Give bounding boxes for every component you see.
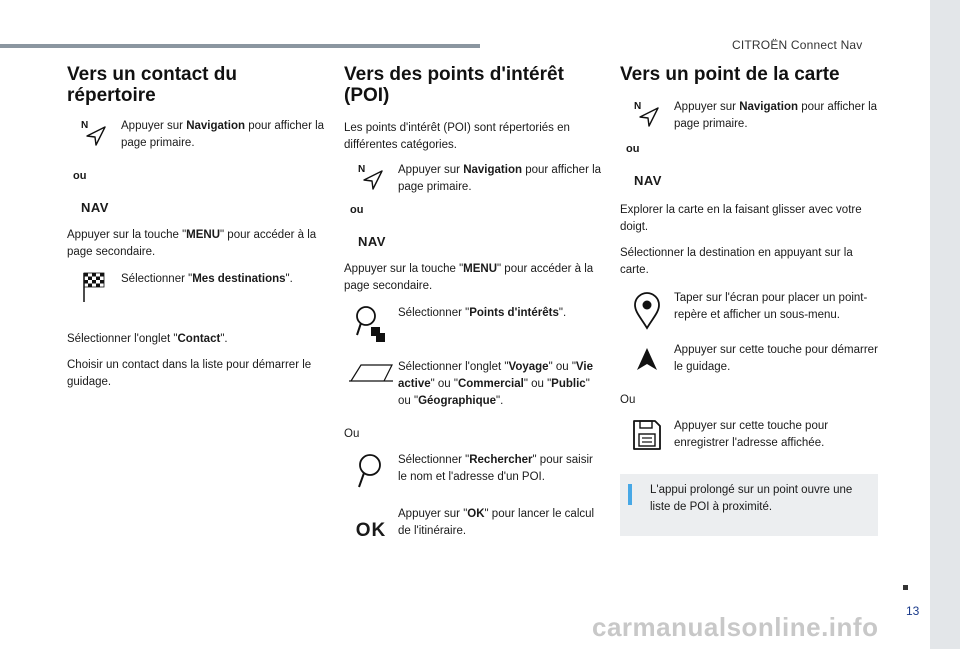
step-navigation xyxy=(620,99,878,133)
text: Appuyer sur la touche " xyxy=(344,263,464,275)
info-icon xyxy=(628,484,632,505)
navigation-icon xyxy=(620,99,674,129)
text: " pour saisir le nom et l'adresse d'un POI. xyxy=(398,454,593,483)
step-text: pour afficher la page primaire. xyxy=(121,120,325,149)
section-title: Vers un point de la carte xyxy=(620,64,840,85)
text-bold: Géographique xyxy=(418,395,497,407)
step-text: Appuyer sur cette touche pour démarrer le guidage. xyxy=(674,344,878,373)
info-note xyxy=(620,474,878,536)
save-address-icon xyxy=(620,418,674,452)
paragraph xyxy=(67,227,325,261)
text: " pour accéder à la page secondaire. xyxy=(344,263,594,292)
nav-button-icon: NAV xyxy=(358,234,386,249)
text: Appuyer sur la touche " xyxy=(67,229,187,241)
section-title: Vers un contact du répertoire xyxy=(67,64,237,106)
text: ". xyxy=(285,273,293,285)
text-bold: OK xyxy=(467,508,485,520)
step-ok xyxy=(344,506,602,542)
step-text: Taper sur l'écran pour placer un point-repère et afficher un sous-menu. xyxy=(674,292,868,321)
text: " ou " xyxy=(523,378,552,390)
text: " ou " xyxy=(430,378,458,390)
step-navigation xyxy=(67,118,325,152)
map-pin-icon xyxy=(620,290,674,330)
text: " pour lancer le calcul de l'itinéraire. xyxy=(398,508,595,537)
ok-icon-label: OK xyxy=(355,520,387,541)
search-icon xyxy=(344,452,398,492)
step-go xyxy=(620,342,878,376)
text: " ou " xyxy=(548,361,576,373)
note-text: L'appui prolongé sur un point ouvre une liste de POI à proximité. xyxy=(650,484,853,513)
text: " ou " xyxy=(398,378,590,407)
or-label: Ou xyxy=(344,428,360,440)
or-label: Ou xyxy=(620,394,636,406)
text-bold: Points d'intérêts xyxy=(469,307,559,319)
text: ". xyxy=(496,395,504,407)
text-bold: MENU xyxy=(186,229,221,241)
step-poi xyxy=(344,305,602,345)
step-text: Appuyer sur xyxy=(121,120,187,132)
text: " pour accéder à la page secondaire. xyxy=(67,229,317,258)
tab-icon xyxy=(344,359,398,383)
text-bold: MENU xyxy=(463,263,498,275)
text-bold: Navigation xyxy=(463,164,522,176)
step-pin xyxy=(620,290,878,330)
step-text-bold: Navigation xyxy=(186,120,245,132)
header-rule xyxy=(0,44,480,48)
side-band xyxy=(930,0,960,649)
text: pour afficher la page primaire. xyxy=(674,101,878,130)
or-label: ou xyxy=(350,204,364,216)
guidance-arrow-icon xyxy=(620,342,674,376)
text: ". xyxy=(220,333,228,345)
section-contact xyxy=(67,64,325,391)
paragraph xyxy=(344,261,602,295)
svg-text:N: N xyxy=(81,120,89,131)
text-bold: Commercial xyxy=(457,378,524,390)
text: Appuyer sur xyxy=(674,101,740,113)
nav-button-icon: NAV xyxy=(81,200,109,215)
step-save xyxy=(620,418,878,452)
text: ". xyxy=(558,307,567,319)
text-bold: Navigation xyxy=(739,101,798,113)
watermark: carmanualsonline.info xyxy=(592,612,879,642)
text-bold: Rechercher xyxy=(469,454,533,466)
text: Sélectionner " xyxy=(398,454,470,466)
paragraph: Choisir un contact dans la liste pour démarrer le guidage. xyxy=(67,359,312,388)
page-number: 13 xyxy=(906,604,920,618)
text-bold: Vie active xyxy=(398,361,593,390)
text: Appuyer sur " xyxy=(398,508,468,520)
text: Sélectionner l'onglet " xyxy=(67,333,178,345)
ok-icon xyxy=(344,506,398,542)
paragraph: Sélectionner la destination en appuyant sur la carte. xyxy=(620,247,853,276)
navigation-icon xyxy=(67,118,121,148)
step-text: Appuyer sur cette touche pour enregistrer l'adresse affichée. xyxy=(674,420,829,449)
svg-text:N: N xyxy=(358,164,366,175)
text: Sélectionner " xyxy=(121,273,193,285)
checkered-flag-icon xyxy=(67,271,121,303)
section-map-point xyxy=(620,64,878,536)
text: Appuyer sur xyxy=(398,164,464,176)
text-bold: Public xyxy=(551,378,586,390)
text-bold: Contact xyxy=(177,333,221,345)
step-tab xyxy=(344,359,602,410)
or-label: ou xyxy=(626,143,640,155)
paragraph: Les points d'intérêt (POI) sont répertoriés en différentes catégories. xyxy=(344,122,570,151)
navigation-icon xyxy=(344,162,398,192)
continue-marker xyxy=(903,585,908,590)
poi-search-icon xyxy=(344,305,398,345)
text: pour afficher la page primaire. xyxy=(398,164,602,193)
text-bold: Voyage xyxy=(508,361,549,373)
text: Sélectionner " xyxy=(398,307,470,319)
text-bold: Mes destinations xyxy=(192,273,286,285)
step-navigation xyxy=(344,162,602,196)
paragraph: Explorer la carte en la faisant glisser avec votre doigt. xyxy=(620,204,862,233)
svg-text:N: N xyxy=(634,101,642,112)
section-poi xyxy=(344,64,602,542)
step-destinations xyxy=(67,271,325,303)
or-label: ou xyxy=(73,170,87,182)
nav-button-icon: NAV xyxy=(634,173,662,188)
text: Sélectionner l'onglet " xyxy=(398,361,509,373)
brand-label: CITROËN Connect Nav xyxy=(732,38,863,52)
section-title: Vers des points d'intérêt (POI) xyxy=(344,64,564,106)
step-search xyxy=(344,452,602,492)
paragraph xyxy=(67,331,325,348)
